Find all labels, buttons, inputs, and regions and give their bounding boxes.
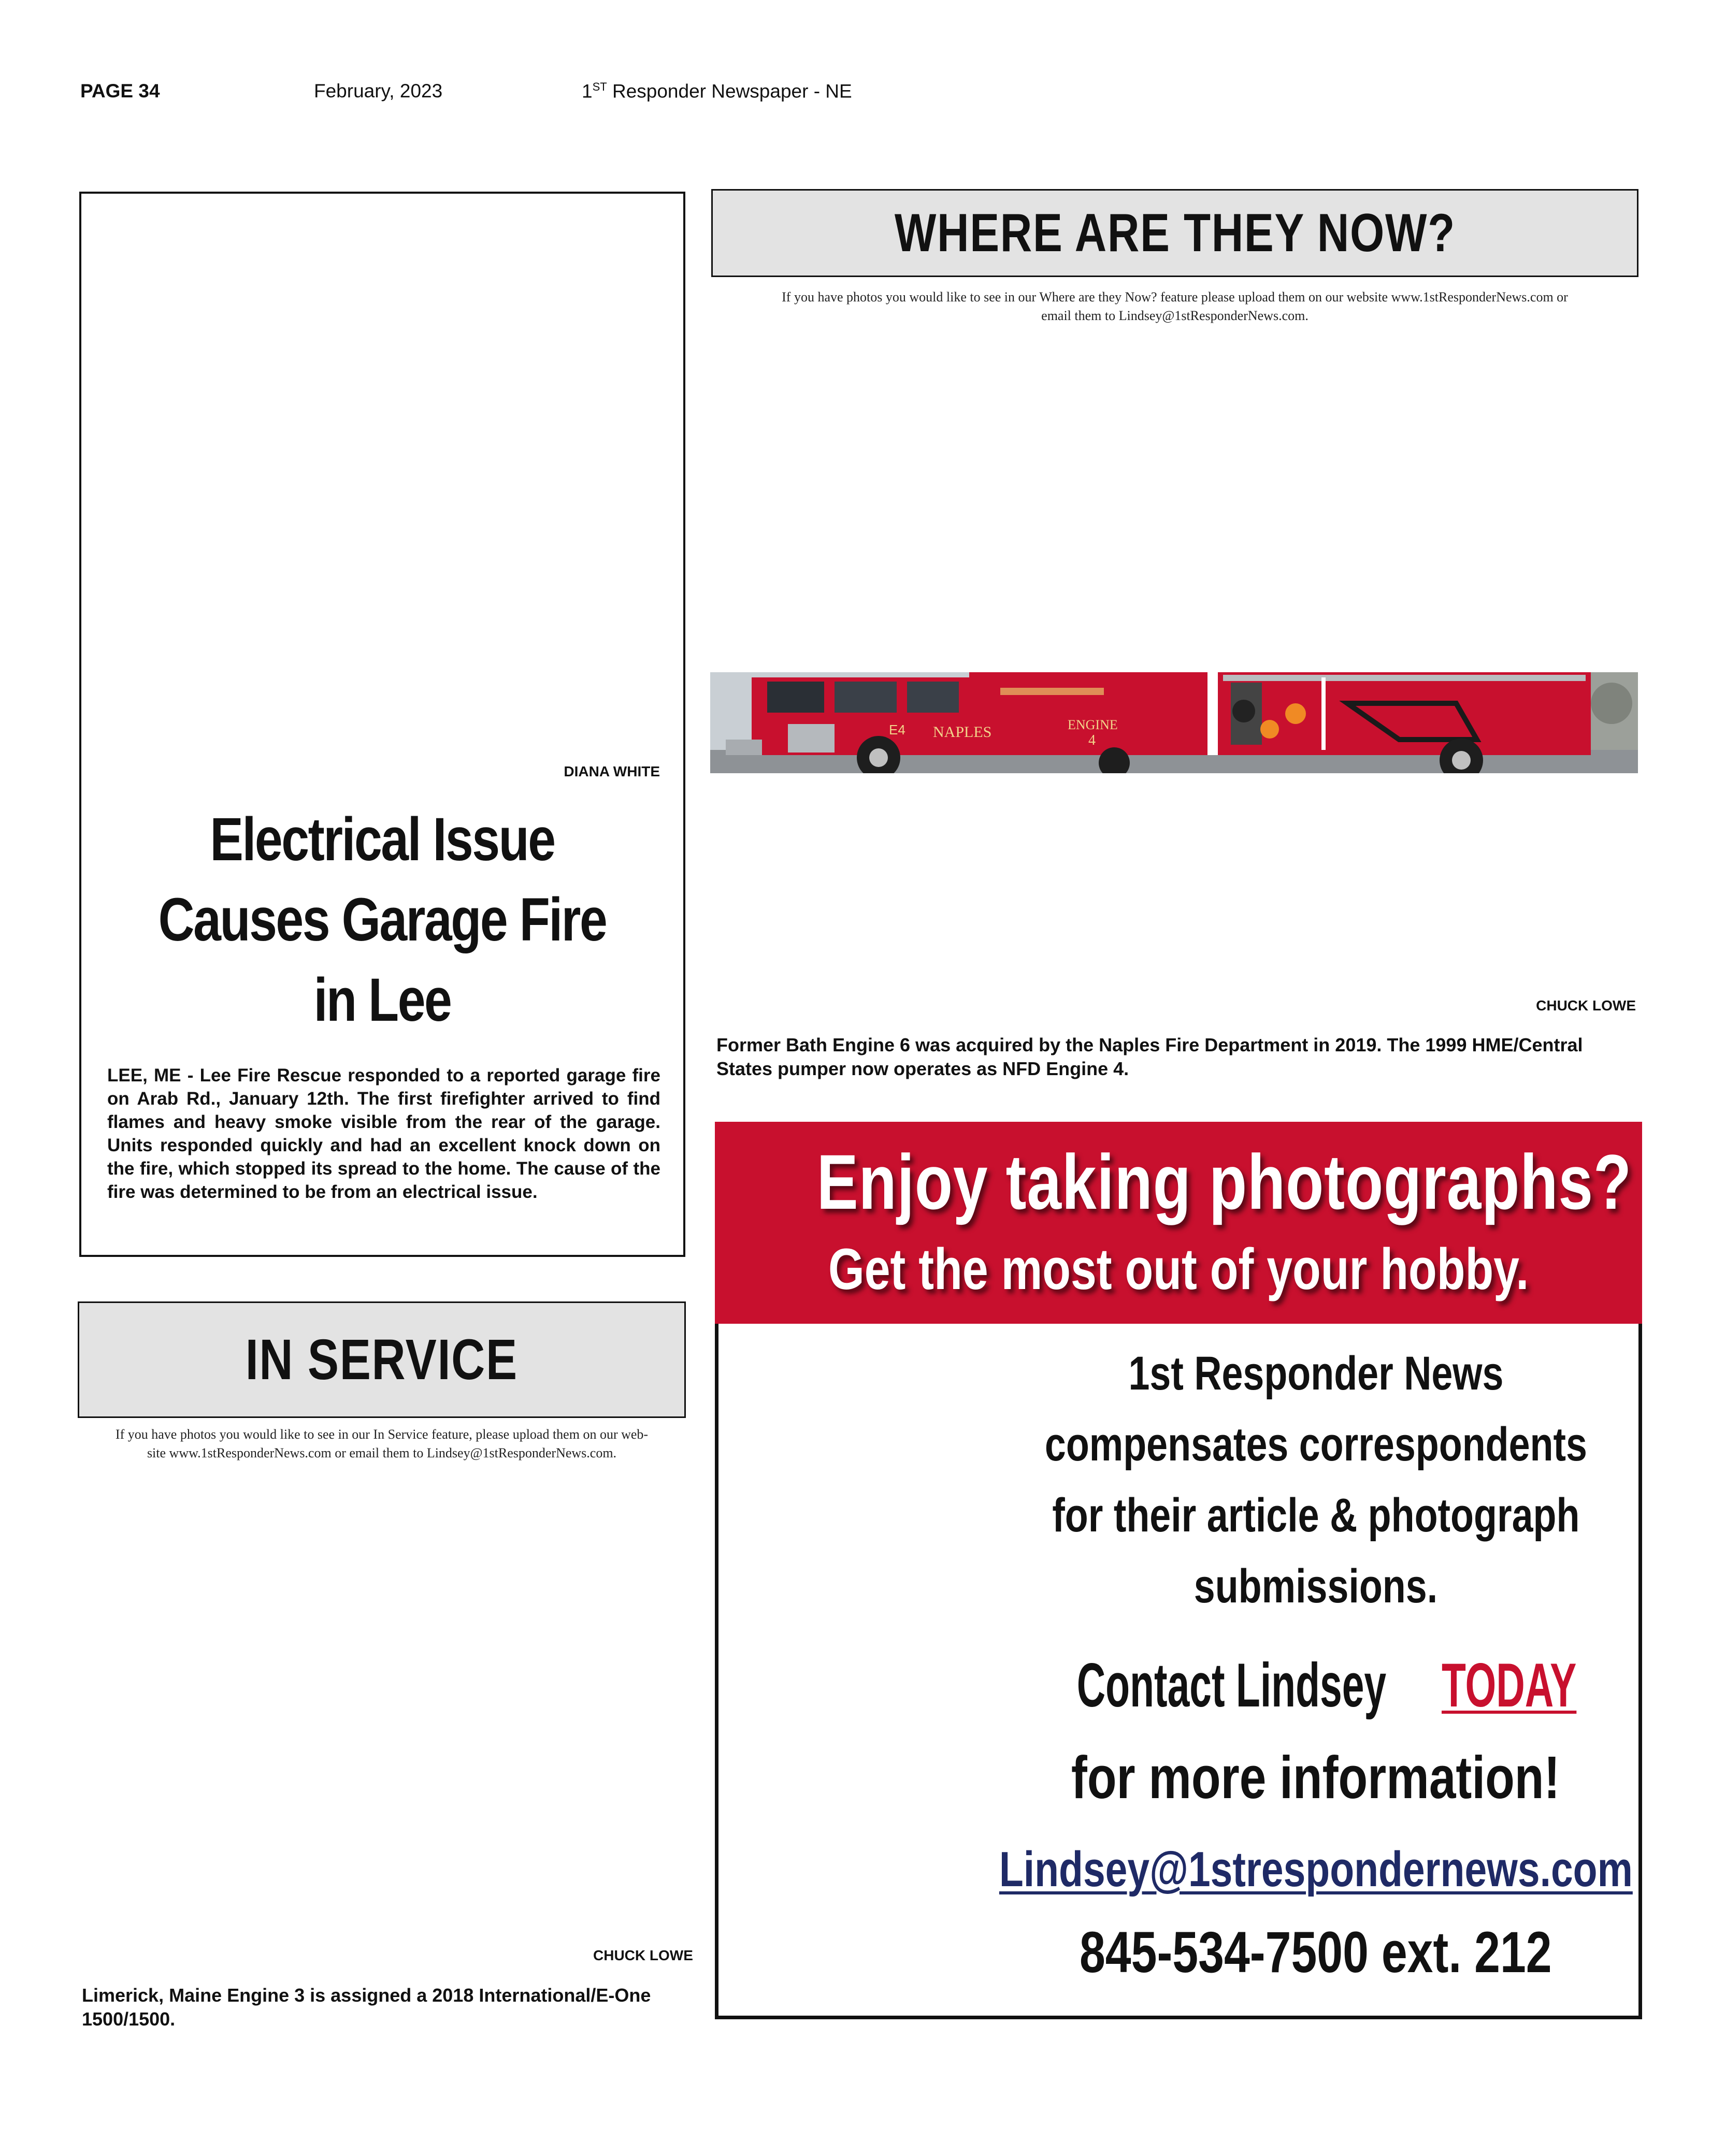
where-are-they-now-banner [711, 189, 1638, 277]
ad-phone [715, 1919, 1711, 1986]
ad-body-line-4 [715, 1559, 1711, 1614]
fire-engine-photo [710, 672, 1638, 773]
in-service-banner [78, 1301, 686, 1418]
submission-note [711, 288, 1638, 325]
ad-subheadline [715, 1236, 1642, 1303]
ad-body-line-1-text: 1st Responder News [1128, 1347, 1503, 1400]
fire-engine-illustration [710, 672, 1638, 773]
ad-subheadline-text: Get the most out of your hobby. [828, 1237, 1529, 1301]
engine-dept-label: NAPLES [933, 724, 992, 741]
newspaper-name-sup: ST [592, 80, 607, 93]
engine-number-label: 4 [1088, 732, 1096, 748]
ad-contact-prefix: Contact Lindsey [1076, 1651, 1386, 1720]
engine-name-label: ENGINE [1068, 717, 1118, 732]
ad-headline-text: Enjoy taking photographs? [816, 1138, 1632, 1225]
submission-note-line-2: email them to Lindsey@1stResponderNews.com. [1041, 308, 1309, 323]
ad-body-line-1 [715, 1347, 1711, 1401]
ad-phone-text: 845-534-7500 ext. 212 [1080, 1920, 1552, 1985]
ad-header [715, 1122, 1642, 1324]
photo-credit: CHUCK LOWE [1536, 997, 1636, 1014]
photo-credit: CHUCK LOWE [593, 1947, 693, 1963]
page-number: PAGE 34 [80, 80, 160, 102]
photo-caption: Limerick, Maine Engine 3 is assigned a 2018 International/E-One 1500/1500. [82, 1985, 651, 2030]
headline-line-3: in Lee [313, 966, 451, 1034]
ad-body-line-3 [715, 1488, 1711, 1543]
newspaper-name-rest: Responder Newspaper - NE [607, 80, 852, 102]
section-title: WHERE ARE THEY NOW? [894, 202, 1456, 263]
ad-contact-emphasis: TODAY [1442, 1651, 1577, 1720]
submission-note [78, 1425, 686, 1463]
ad-email-link[interactable] [715, 1841, 1711, 1898]
photo-caption: Former Bath Engine 6 was acquired by the Naples Fire Department in 2019. The 1999 HME/Central States pumper now operates as NFD Engine 4. [716, 1034, 1583, 1079]
newspaper-name [582, 80, 852, 102]
article-headline [81, 800, 683, 1040]
submission-note-line-1: If you have photos you would like to see in our In Service feature, please upload them on our web- [115, 1427, 649, 1442]
article-body: LEE, ME - Lee Fire Rescue responded to a reported garage fire on Arab Rd., January 12th. The first firefighter arrived to find flames and heavy smoke visible from the rear of the garage. Units responded quickly and had an excellent knock down on the fire, which stopped its spread to the home. The cause of the fire was determined to be from an electrical issue. [107, 1065, 660, 1202]
ad-body-line-3-text: for their article & photograph [1052, 1489, 1580, 1542]
ad-headline [715, 1137, 1642, 1227]
submission-note-line-2: site www.1stResponderNews.com or email them to Lindsey@1stResponderNews.com. [147, 1445, 617, 1460]
photo-credit: DIANA WHITE [564, 763, 660, 779]
section-title: IN SERVICE [245, 1328, 519, 1392]
ad-body-line-2 [715, 1417, 1711, 1472]
newspaper-name-prefix: 1 [582, 80, 593, 102]
lee-fire-article [79, 192, 685, 1257]
issue-date: February, 2023 [314, 80, 443, 102]
submission-note-line-1: If you have photos you would like to see in our Where are they Now? feature please upload them on our website www.1stResponderNews.com or [782, 290, 1568, 305]
ad-body-line-2-text: compensates correspondents [1044, 1418, 1587, 1471]
engine-unit-label: E4 [889, 722, 905, 737]
ad-body-line-4-text: submissions. [1194, 1560, 1438, 1613]
ad-more-info-text: for more information! [1071, 1744, 1560, 1811]
headline-line-2: Causes Garage Fire [158, 886, 607, 954]
ad-email-text[interactable]: Lindsey@1strespondernews.com [999, 1842, 1633, 1897]
headline-line-1: Electrical Issue [210, 805, 555, 874]
ad-more-info [715, 1743, 1711, 1812]
ad-contact-line [715, 1649, 1711, 1721]
